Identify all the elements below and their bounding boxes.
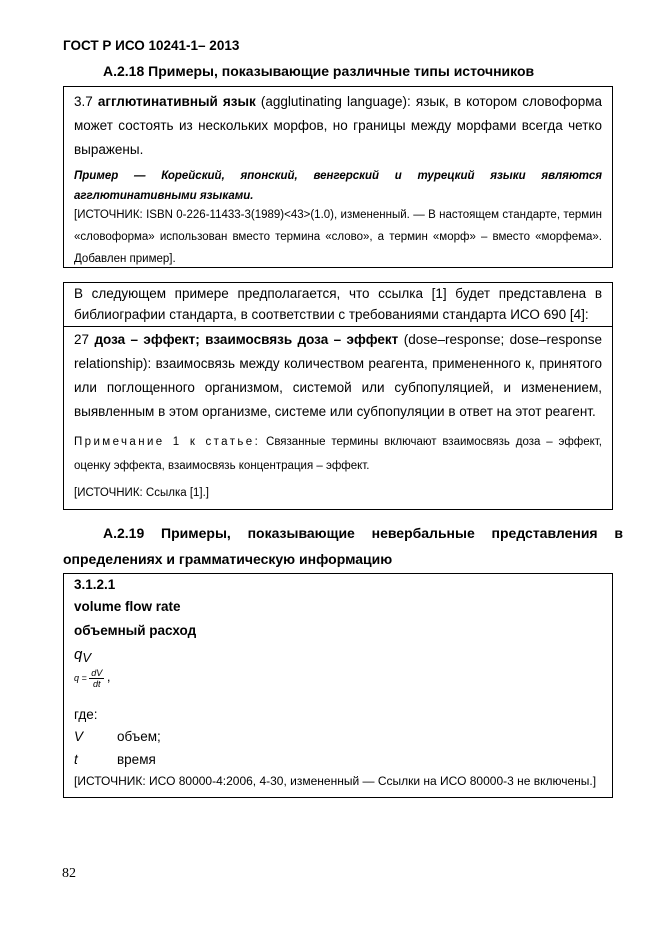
example-label: Пример xyxy=(74,170,119,182)
formula-lhs: q = xyxy=(74,672,87,683)
var2-symbol: t xyxy=(74,752,78,767)
var1-symbol: V xyxy=(74,729,84,744)
term-number: 3.1.2.1 xyxy=(74,577,116,592)
formula xyxy=(74,668,110,689)
page-number: 82 xyxy=(62,866,76,881)
note-to-entry xyxy=(74,430,602,478)
term-entry-box-1 xyxy=(63,86,613,268)
formula-numerator: dV xyxy=(91,668,103,678)
section-title-a218: А.2.18 Примеры, показывающие различные типы источников xyxy=(103,63,535,79)
note-text: Связанные термины включают взаимосвязь доза – эффект, оценку эффекта, взаимосвязь концентрация – эффект. xyxy=(74,436,602,472)
symbol-subscript: V xyxy=(82,650,92,665)
source-reference-2: [ИСТОЧНИК: Ссылка [1].] xyxy=(74,487,209,499)
intro-text: В следующем примере предполагается, что ссылка [1] будет представлена в библиографии стандарта, в соответствии с требованиями стандарта ИСО 690 [4]: xyxy=(74,286,602,322)
example-text: — Корейский, японский, венгерский и турецкий языки являются агглютинативными языками. xyxy=(74,170,602,202)
var2-description: время xyxy=(117,752,156,767)
term-definition-2 xyxy=(74,328,602,424)
term-name-ru: объемный расход xyxy=(74,623,197,638)
note-label: Примечание 1 к статье: xyxy=(74,436,261,448)
source-reference-3: [ИСТОЧНИК: ИСО 80000-4:2006, 4-30, измененный — Ссылки на ИСО 80000-3 не включены.] xyxy=(74,774,597,788)
example-note xyxy=(74,166,602,206)
symbol xyxy=(74,646,91,663)
formula-fraction xyxy=(89,668,104,689)
term-name: доза – эффект; взаимосвязь доза – эффект xyxy=(94,332,399,347)
term-definition-text: (agglutinating language): язык, в котором словоформа может состоять из нескольких морфов, но границы между морфами всегда четко выражены. xyxy=(74,94,602,157)
term-name-en: volume flow rate xyxy=(74,599,181,614)
section-title-a219-line2: определениях и грамматическую информацию xyxy=(63,551,393,567)
term-number: 27 xyxy=(74,332,90,347)
where-label: где: xyxy=(74,707,98,722)
formula-tail: , xyxy=(106,668,111,684)
term-entry-box-3 xyxy=(63,573,613,798)
term-name: агглютинативный язык xyxy=(97,94,256,109)
document-header: ГОСТ Р ИСО 10241-1– 2013 xyxy=(63,38,240,53)
section-title-a219-line1: А.2.19 Примеры, показывающие невербальные представления в xyxy=(103,525,623,541)
source-reference-1: [ИСТОЧНИК: ISBN 0-226-11433-3(1989)<43>(1.0), измененный. — В настоящем стандарте, термин «словоформа» использован вместо термина «слово», а термин «морф» – вместо «морфема». Добавлен пример]. xyxy=(74,209,602,265)
formula-denominator: dt xyxy=(93,679,101,689)
intro-box xyxy=(63,282,613,327)
symbol-q: q xyxy=(74,646,83,663)
term-number: 3.7 xyxy=(74,94,93,109)
term-definition-1 xyxy=(74,90,602,162)
term-definition-text: (dose–response; dose–response relationship): взаимосвязь между количеством реагента, примененного к, принятого или поглощенного организмом, системой или субпопуляцией, и изменением, выявленным в этом организме, системе или субпопуляции в ответ на этот реагент. xyxy=(74,332,602,419)
term-entry-box-2 xyxy=(63,326,613,510)
var1-description: объем; xyxy=(117,729,161,744)
